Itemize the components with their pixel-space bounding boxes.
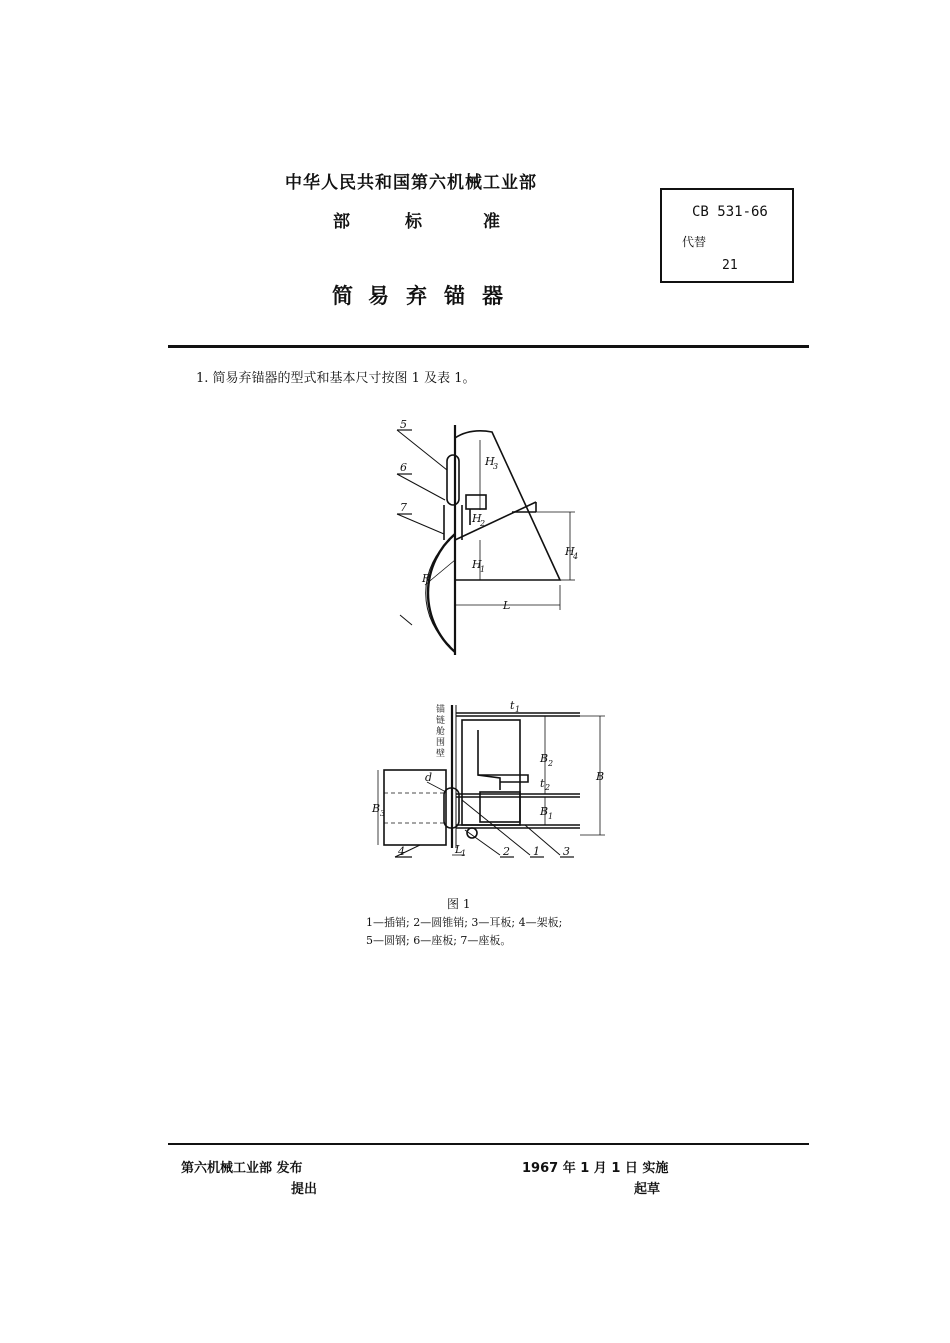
label-B: B — [596, 770, 605, 783]
label-H4: H — [565, 545, 575, 558]
label-H3-sub: 3 — [493, 462, 499, 471]
label-part-5: 5 — [400, 418, 407, 431]
top-view — [378, 705, 605, 857]
label-L1: L — [455, 843, 463, 856]
label-side-char: 壁 — [436, 749, 446, 759]
label-B1-sub: 1 — [548, 812, 554, 821]
figure-legend-line-1: 1—插销; 2—圆锥销; 3—耳板; 4—架板; — [366, 916, 563, 929]
title-char: 器 — [482, 284, 503, 308]
standard-type-char: 部 — [333, 212, 350, 232]
footer-effective-date: 1967 年 1 月 1 日 实施 — [522, 1161, 669, 1176]
label-side-char: 围 — [436, 738, 446, 748]
label-d: d — [425, 771, 433, 784]
label-L1-sub: 1 — [461, 849, 467, 858]
standard-type-char: 准 — [483, 212, 500, 232]
label-part-3: 3 — [563, 845, 570, 858]
label-t1: t — [510, 699, 515, 712]
label-part-7: 7 — [400, 501, 407, 514]
label-R: R — [422, 572, 431, 585]
label-H2: H — [472, 512, 482, 525]
title-char: 简 — [332, 284, 353, 308]
label-H1: H — [472, 558, 482, 571]
top-view-labels — [371, 699, 604, 858]
replaces-number: 21 — [722, 258, 738, 273]
footer-issuer: 第六机械工业部 发布 — [181, 1161, 303, 1176]
label-B2-sub: 2 — [548, 759, 554, 768]
label-H4-sub: 4 — [573, 552, 579, 561]
clause-1: 1. 简易弃锚器的型式和基本尺寸按图 1 及表 1。 — [196, 371, 476, 386]
label-side-char: 舱 — [436, 727, 446, 737]
figure-caption: 图 1 — [447, 897, 471, 911]
label-B3-sub: 3 — [380, 809, 386, 818]
title-char: 弃 — [406, 284, 427, 308]
label-t2: t — [540, 777, 545, 790]
footer-rule — [168, 1143, 809, 1145]
label-part-2: 2 — [503, 845, 510, 858]
label-B3: B — [372, 802, 381, 815]
label-B1: B — [540, 805, 549, 818]
label-side-char: 锚 — [436, 705, 446, 715]
standard-code: CB 531-66 — [692, 204, 768, 220]
label-side-char: 链 — [436, 716, 446, 726]
side-view-labels — [400, 418, 578, 612]
title-char: 易 — [368, 284, 389, 308]
issuing-organization: 中华人民共和国第六机械工业部 — [285, 173, 537, 193]
label-H3: H — [485, 455, 495, 468]
figure-legend-line-2: 5—圆钢; 6—座板; 7—座板。 — [366, 934, 512, 947]
footer-drafter: 起草 — [634, 1182, 661, 1197]
label-part-4: 4 — [398, 845, 405, 858]
label-H2-sub: 2 — [480, 519, 486, 528]
footer-proposer: 提出 — [291, 1182, 318, 1197]
label-part-1: 1 — [533, 845, 540, 858]
label-part-6: 6 — [400, 461, 407, 474]
replaces-label: 代替 — [682, 235, 707, 249]
label-t2-sub: 2 — [545, 783, 551, 792]
label-t1-sub: 1 — [515, 705, 521, 714]
label-H1-sub: 1 — [480, 565, 486, 574]
title-char: 锚 — [444, 284, 465, 308]
label-B2: B — [540, 752, 549, 765]
standard-type-char: 标 — [405, 212, 422, 232]
label-L: L — [503, 599, 511, 612]
